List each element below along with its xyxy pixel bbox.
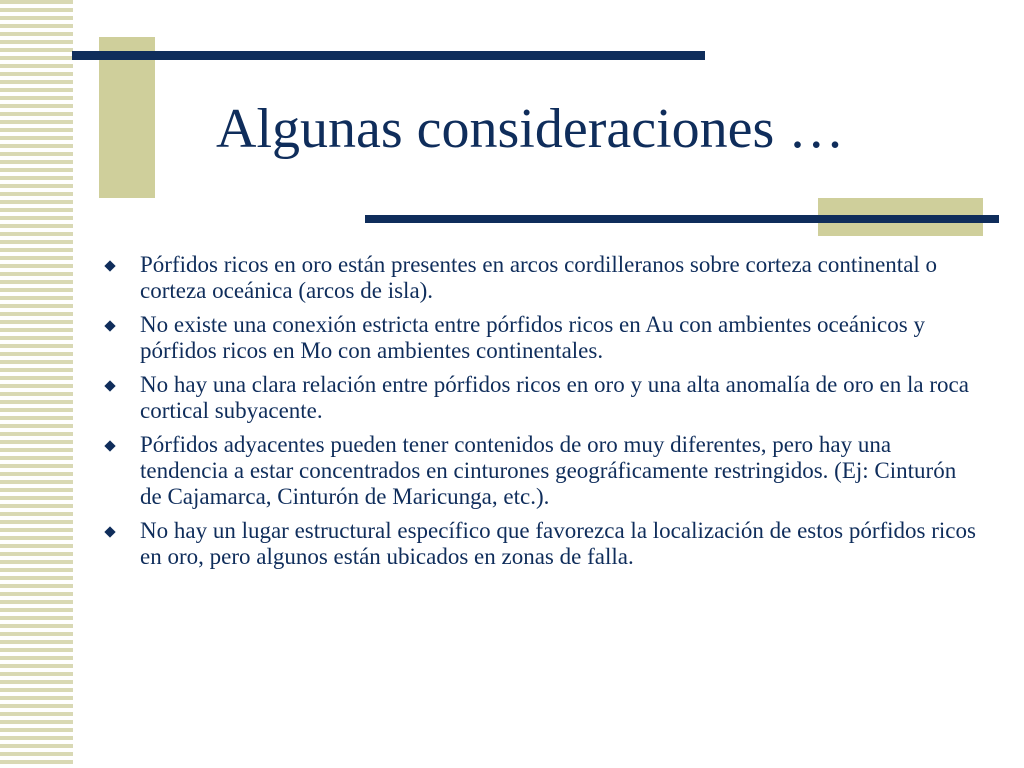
decorative-khaki-block-top xyxy=(99,37,155,198)
slide-title: Algunas consideraciones … xyxy=(216,98,845,160)
diamond-bullet-icon xyxy=(104,526,115,537)
bullet-item xyxy=(100,312,980,364)
bullet-item xyxy=(100,432,980,510)
diamond-bullet-icon xyxy=(104,440,115,451)
decorative-navy-line-bottom xyxy=(365,215,999,223)
bullet-item xyxy=(100,518,980,570)
diamond-bullet-icon xyxy=(104,380,115,391)
diamond-bullet-icon xyxy=(104,320,115,331)
bullet-item xyxy=(100,252,980,304)
bullet-list xyxy=(100,252,980,578)
bullet-text: Pórfidos adyacentes pueden tener contenidos de oro muy diferentes, pero hay una tendencia a estar concentrados en cinturones geográficamente restringidos. (Ej: Cinturón de Cajamarca, Cinturón de Maricunga, etc.). xyxy=(140,432,957,509)
left-stripe-pattern xyxy=(0,0,73,768)
diamond-bullet-icon xyxy=(104,260,115,271)
bullet-text: No existe una conexión estricta entre pórfidos ricos en Au con ambientes oceánicos y pórfidos ricos en Mo con ambientes continentales. xyxy=(140,312,925,363)
bullet-text: No hay un lugar estructural específico que favorezca la localización de estos pórfidos ricos en oro, pero algunos están ubicados en zonas de falla. xyxy=(140,518,976,569)
decorative-navy-line-top xyxy=(72,51,705,60)
bullet-item xyxy=(100,372,980,424)
bullet-text: Pórfidos ricos en oro están presentes en arcos cordilleranos sobre corteza continental o corteza oceánica (arcos de isla). xyxy=(140,252,938,303)
bullet-text: No hay una clara relación entre pórfidos ricos en oro y una alta anomalía de oro en la roca cortical subyacente. xyxy=(140,372,969,423)
